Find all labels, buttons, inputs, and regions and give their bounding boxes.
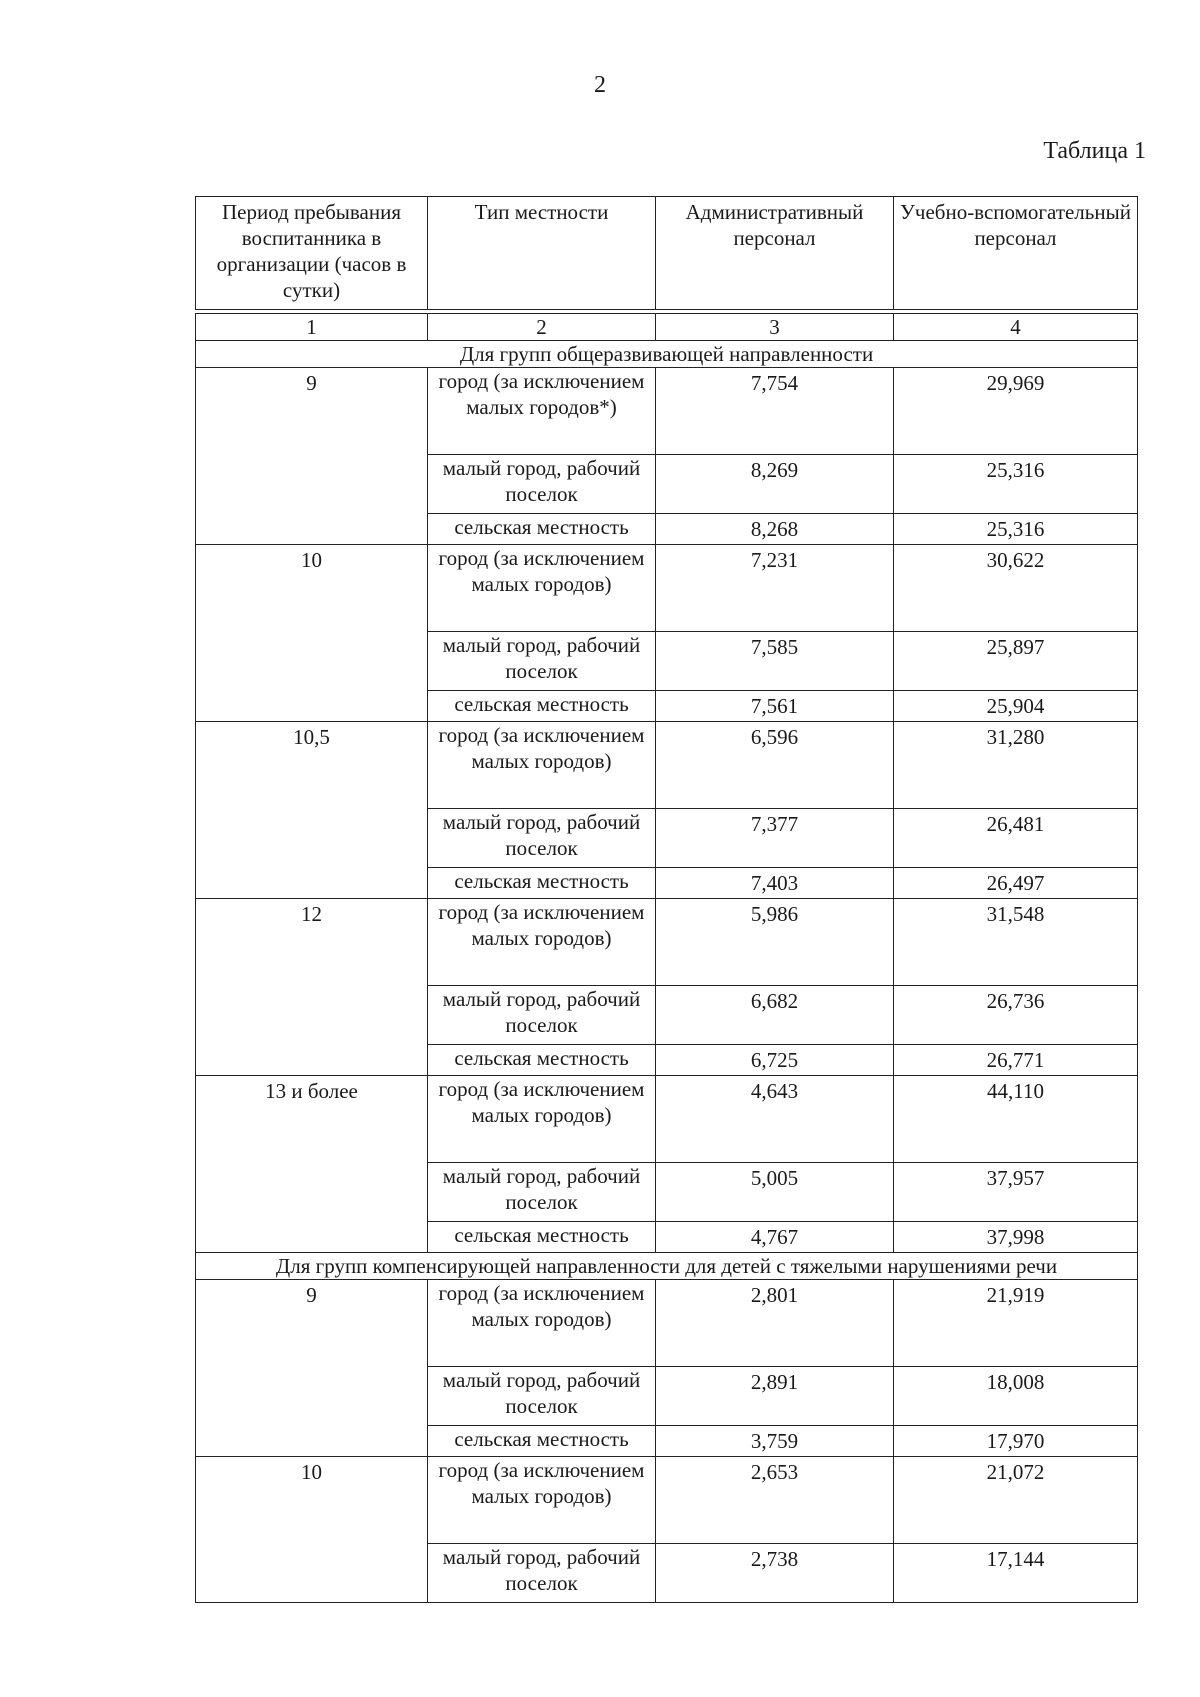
locality-cell: город (за исключением малых городов): [428, 899, 656, 986]
admin-value: 6,596: [656, 722, 894, 809]
admin-value: 2,801: [656, 1280, 894, 1367]
column-number: 2: [428, 314, 656, 341]
table-body: [196, 341, 1138, 1603]
locality-cell: малый город, рабочий поселок: [428, 1544, 656, 1603]
data-table: [195, 196, 1138, 1603]
locality-cell: малый город, рабочий поселок: [428, 986, 656, 1045]
support-value: 25,904: [894, 691, 1138, 722]
admin-value: 7,403: [656, 868, 894, 899]
header-locality: Тип местности: [428, 197, 656, 310]
period-cell: 10: [196, 545, 428, 722]
header-row: [196, 197, 1138, 310]
table-caption: Таблица 1: [1043, 138, 1146, 164]
support-value: 17,144: [894, 1544, 1138, 1603]
admin-value: 4,767: [656, 1222, 894, 1253]
period-cell: 13 и более: [196, 1076, 428, 1253]
column-number-row: [196, 314, 1138, 341]
locality-cell: малый город, рабочий поселок: [428, 455, 656, 514]
locality-cell: город (за исключением малых городов): [428, 1280, 656, 1367]
table-row: [196, 899, 1138, 986]
page-number: 2: [594, 72, 606, 98]
period-cell: 9: [196, 1280, 428, 1457]
column-number: 3: [656, 314, 894, 341]
column-number: 4: [894, 314, 1138, 341]
admin-value: 7,231: [656, 545, 894, 632]
locality-cell: город (за исключением малых городов): [428, 722, 656, 809]
section-title: Для групп общеразвивающей направленности: [196, 341, 1138, 368]
admin-value: 8,269: [656, 455, 894, 514]
support-value: 44,110: [894, 1076, 1138, 1163]
support-value: 21,919: [894, 1280, 1138, 1367]
support-value: 26,771: [894, 1045, 1138, 1076]
period-cell: 12: [196, 899, 428, 1076]
period-cell: 9: [196, 368, 428, 545]
locality-cell: малый город, рабочий поселок: [428, 632, 656, 691]
column-number: 1: [196, 314, 428, 341]
support-value: 17,970: [894, 1426, 1138, 1457]
support-value: 26,497: [894, 868, 1138, 899]
support-value: 18,008: [894, 1367, 1138, 1426]
admin-value: 5,986: [656, 899, 894, 986]
admin-value: 7,377: [656, 809, 894, 868]
admin-value: 7,561: [656, 691, 894, 722]
support-value: 25,316: [894, 514, 1138, 545]
admin-value: 6,682: [656, 986, 894, 1045]
locality-cell: сельская местность: [428, 514, 656, 545]
table-row: [196, 368, 1138, 455]
admin-value: 4,643: [656, 1076, 894, 1163]
header-admin: Административный персонал: [656, 197, 894, 310]
table-row: [196, 545, 1138, 632]
locality-cell: город (за исключением малых городов*): [428, 368, 656, 455]
support-value: 31,548: [894, 899, 1138, 986]
table-row: [196, 1457, 1138, 1544]
table-row: [196, 1076, 1138, 1163]
support-value: 31,280: [894, 722, 1138, 809]
support-value: 26,481: [894, 809, 1138, 868]
locality-cell: сельская местность: [428, 1222, 656, 1253]
support-value: 21,072: [894, 1457, 1138, 1544]
header-period: Период пребывания воспитанника в организации (часов в сутки): [196, 197, 428, 310]
support-value: 25,316: [894, 455, 1138, 514]
header-support: Учебно-вспомогательный персонал: [894, 197, 1138, 310]
support-value: 37,998: [894, 1222, 1138, 1253]
locality-cell: город (за исключением малых городов): [428, 1457, 656, 1544]
admin-value: 7,754: [656, 368, 894, 455]
table-row: [196, 1280, 1138, 1367]
admin-value: 2,653: [656, 1457, 894, 1544]
section-title: Для групп компенсирующей направленности для детей с тяжелыми нарушениями речи: [196, 1253, 1138, 1280]
locality-cell: малый город, рабочий поселок: [428, 1367, 656, 1426]
locality-cell: сельская местность: [428, 868, 656, 899]
locality-cell: малый город, рабочий поселок: [428, 809, 656, 868]
admin-value: 8,268: [656, 514, 894, 545]
period-cell: 10: [196, 1457, 428, 1603]
support-value: 25,897: [894, 632, 1138, 691]
locality-cell: сельская местность: [428, 1045, 656, 1076]
admin-value: 7,585: [656, 632, 894, 691]
support-value: 29,969: [894, 368, 1138, 455]
support-value: 26,736: [894, 986, 1138, 1045]
section-row: [196, 1253, 1138, 1280]
section-row: [196, 341, 1138, 368]
locality-cell: город (за исключением малых городов): [428, 545, 656, 632]
support-value: 37,957: [894, 1163, 1138, 1222]
admin-value: 6,725: [656, 1045, 894, 1076]
locality-cell: сельская местность: [428, 1426, 656, 1457]
support-value: 30,622: [894, 545, 1138, 632]
admin-value: 5,005: [656, 1163, 894, 1222]
period-cell: 10,5: [196, 722, 428, 899]
locality-cell: малый город, рабочий поселок: [428, 1163, 656, 1222]
admin-value: 3,759: [656, 1426, 894, 1457]
admin-value: 2,738: [656, 1544, 894, 1603]
table-row: [196, 722, 1138, 809]
locality-cell: город (за исключением малых городов): [428, 1076, 656, 1163]
locality-cell: сельская местность: [428, 691, 656, 722]
admin-value: 2,891: [656, 1367, 894, 1426]
